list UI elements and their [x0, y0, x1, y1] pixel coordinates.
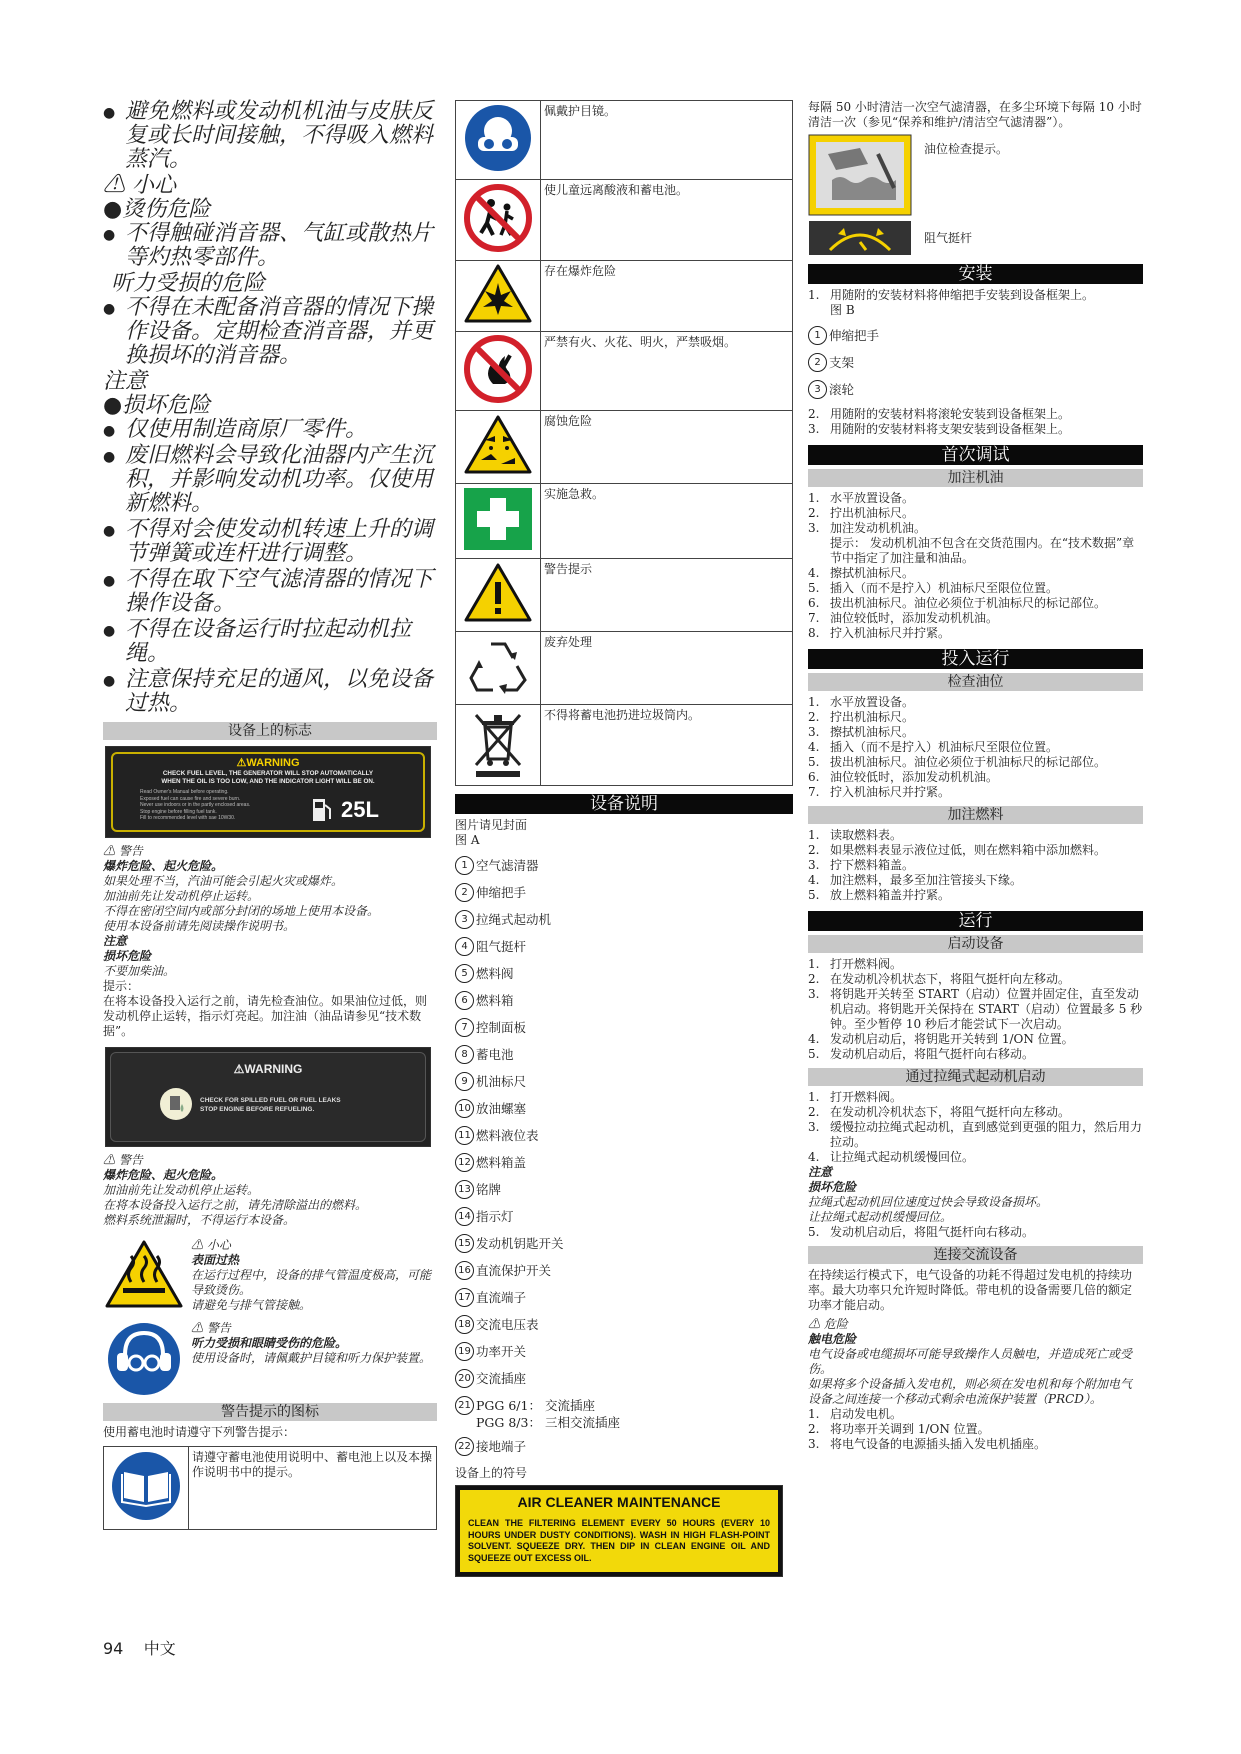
symbol-text: 严禁有火、火花、明火，严禁吸烟。: [541, 332, 793, 411]
table-row: [456, 632, 793, 705]
battery-symbol-table: [455, 100, 793, 786]
decal-line-1: CHECK FUEL LEVEL, THE GENERATOR WILL STOP AUTOMATICALLY: [162, 770, 374, 777]
list-item: 2 支架: [808, 353, 1143, 372]
air-cleaner-decal: [455, 1485, 783, 1577]
no-fire-icon: [463, 334, 533, 404]
list-item: 2. 在发动机冷机状态下，将阻气挺杆向左移动。: [808, 972, 1071, 986]
hot-bold: 表面过热: [191, 1253, 240, 1267]
install-steps: [808, 288, 1143, 318]
bullet-fresh-fuel: ● 废旧燃料会导致化油器内产生沉积，并影响发动机功率。仅使用新燃料。: [103, 444, 437, 516]
left-column: [103, 100, 437, 1530]
section-bar-device-signs: 设备上的标志: [103, 722, 437, 740]
decal-small-4: Stop engine before filling fuel tank.: [140, 808, 217, 815]
tip-text: 在将本设备投入运行之前，请先检查油位。如果油位过低，则发动机停止运转，指示灯亮起。加注油（油品请参见“技术数据”。: [103, 994, 428, 1038]
ppe-line: 使用设备时，请佩戴护目镜和听力保护装置。: [191, 1351, 432, 1365]
section-bar-warning-icons: 警告提示的图标: [103, 1403, 437, 1421]
list-item: 16 直流保护开关: [455, 1261, 793, 1280]
list-item: 4. 插入（而不是拧入）机油标尺至限位位置。: [808, 740, 1059, 754]
oil-hint-row: [808, 134, 1143, 216]
list-item: 21 PGG 6/1： 交流插座: [455, 1396, 793, 1415]
list-item: 3. 将钥匙开关转至 START（启动）位置并固定住，直至发动机启动。将钥匙开关保持在 START（启动）位置最多 5 秒钟。至少暂停 10 秒后才能尝试下一次启动。: [808, 987, 1143, 1031]
table-row: [456, 261, 793, 332]
parts-list: [455, 856, 793, 1456]
explosion-icon: [463, 263, 533, 325]
subsection-bar-check-oil: 检查油位: [808, 673, 1143, 691]
list-item: 13 铭牌: [455, 1180, 793, 1199]
fuel-pump-icon: [311, 797, 333, 823]
list-item: 1. 水平放置设备。: [808, 695, 915, 709]
list-item: 8. 拧入机油标尺并拧紧。: [808, 626, 951, 640]
table-row: [456, 101, 793, 180]
section-bar-device-description: 设备说明: [455, 794, 793, 814]
bullet-original-parts: ● 仅使用制造商原厂零件。: [103, 418, 437, 442]
symbol-text: 佩戴护目镜。: [541, 101, 793, 180]
list-item: 2. 在发动机冷机状态下，将阻气挺杆向左移动。: [808, 1105, 1071, 1119]
list-item: 3. 缓慢拉动拉绳式起动机，直到感觉到更强的阻力，然后用力拉动。: [808, 1120, 1143, 1149]
section-bar-start-operation: 投入运行: [808, 649, 1143, 669]
list-item: 5 燃料阀: [455, 964, 793, 983]
hot-surface-icon: [103, 1238, 185, 1310]
note1-heading: 注意: [103, 934, 128, 948]
symbol-text: 警告提示: [541, 559, 793, 632]
warning1-line: 不得在密闭空间内或部分封闭的场地上使用本设备。: [103, 904, 380, 918]
fuel-spill-icon: [158, 1086, 194, 1122]
list-item: 1. 打开燃料阀。: [808, 957, 903, 971]
table-row: [104, 1447, 437, 1530]
ac-steps: [808, 1407, 1143, 1452]
bullet-ventilation: ● 注意保持充足的通风，以免设备过热。: [103, 668, 437, 716]
warning2-bold: 爆炸危险、起火危险。: [103, 1168, 224, 1182]
decal-small-5: Fill to recommended level with sae 10W30.: [140, 815, 236, 821]
list-item: 19 功率开关: [455, 1342, 793, 1361]
choke-text: 阻气挺杆: [924, 230, 973, 245]
list-item-extra: PGG 8/3： 三相交流插座: [476, 1415, 620, 1430]
right-column: [808, 100, 1143, 1452]
warning2-line: 燃料系统泄漏时，不得运行本设备。: [103, 1213, 296, 1227]
language-label: 中文: [143, 1639, 176, 1658]
subsection-bar-start-device: 启动设备: [808, 935, 1143, 953]
subsection-bar-ac-devices: 连接交流设备: [808, 1246, 1143, 1264]
list-item: 1. 打开燃料阀。: [808, 1090, 903, 1104]
table-row: [456, 332, 793, 411]
list-item: 10 放油螺塞: [455, 1099, 793, 1118]
list-item: 5. 放上燃料箱盖并拧紧。: [808, 888, 951, 902]
hot-line: 请避免与排气管接触。: [191, 1298, 312, 1312]
section-bar-installation: 安装: [808, 264, 1143, 284]
danger-bold: 触电危险: [808, 1332, 857, 1346]
danger-line: 电气设备或电缆损坏可能导致操作人员触电，并造成死亡或受伤。: [808, 1347, 1133, 1376]
decal2-warning-title: ⚠WARNING: [233, 1062, 303, 1076]
danger-heading: ⚠ 危险: [808, 1317, 848, 1331]
list-item: 4 阻气挺杆: [455, 937, 793, 956]
list-item: 7. 拧入机油标尺并拧紧。: [808, 785, 951, 799]
table-row: [456, 411, 793, 484]
damage-danger-heading: ●损坏危险: [103, 393, 211, 418]
warning2-heading: ⚠ 警告: [103, 1153, 143, 1167]
warning1-heading: ⚠ 警告: [103, 844, 143, 858]
ppe-block: [103, 1321, 437, 1397]
danger-line: 如果将多个设备插入发电机，则必须在发电机和每个附加电气设备之间连接一个移动式剩余电流保护装置（PRCD）。: [808, 1377, 1133, 1406]
list-item-tip: 提示： 发动机机油不包含在交货范围内。在“技术数据”章节中指定了加注量和油品。: [830, 536, 1135, 565]
recycling-icon: [465, 636, 531, 696]
note1-bold: 损坏危险: [103, 949, 152, 963]
decal-small-2: Exposed fuel can cause fire and severe burn.: [140, 795, 241, 802]
list-item: 3. 拧下燃料箱盖。: [808, 858, 915, 872]
list-item: 2. 拧出机油标尺。: [808, 710, 915, 724]
list-item: 18 交流电压表: [455, 1315, 793, 1334]
hot-heading: ⚠ 小心: [191, 1238, 231, 1252]
warning-icon: [463, 562, 533, 624]
section-bar-first-commissioning: 首次调试: [808, 445, 1143, 465]
list-item: 1 伸缩把手: [808, 326, 1143, 345]
decal2-line-1: CHECK FOR SPILLED FUEL OR FUEL LEAKS: [200, 1097, 341, 1104]
keep-children-away-icon: [463, 183, 533, 253]
subsection-bar-oil-fill: 加注机油: [808, 469, 1143, 487]
battery-manual-text: 请遵守蓄电池使用说明中、蓄电池上以及本操作说明书中的提示。: [189, 1447, 437, 1530]
corrosion-icon: [463, 414, 533, 476]
fuel-warning-decal: [105, 746, 431, 838]
list-item: 1. 水平放置设备。: [808, 491, 915, 505]
page-footer: [103, 1636, 176, 1659]
note-heading: 注意: [103, 369, 148, 394]
check-oil-steps: [808, 695, 1143, 800]
table-row: [456, 484, 793, 559]
list-item: 7 控制面板: [455, 1018, 793, 1037]
list-item: 2 伸缩把手: [455, 883, 793, 902]
decal2-line-2: STOP ENGINE BEFORE REFUELING.: [200, 1106, 315, 1113]
list-item: 4. 让拉绳式起动机缓慢回位。: [808, 1150, 975, 1164]
rope-note-heading: 注意: [808, 1165, 833, 1179]
list-item: 2. 将功率开关调到 1/ON 位置。: [808, 1422, 990, 1436]
warning1-line: 如果处理不当，汽油可能会引起火灾或爆炸。: [103, 874, 344, 888]
list-item: 5. 拔出机油标尺。油位必须位于机油标尺的标记部位。: [808, 755, 1107, 769]
hot-surface-block: [103, 1238, 437, 1313]
battery-manual-table: [103, 1446, 437, 1530]
list-item: 3. 加注发动机机油。: [808, 521, 927, 535]
list-item: 7. 油位较低时，添加发动机机油。: [808, 611, 999, 625]
install-steps-2: [808, 407, 1143, 437]
tip-heading: 提示：: [103, 979, 140, 993]
list-item: 9 机油标尺: [455, 1072, 793, 1091]
warning2-line: 加油前先让发动机停止运转。: [103, 1183, 260, 1197]
decal-small-1: Read Owner's Manual before operating.: [140, 789, 229, 795]
symbol-text: 废弃处理: [541, 632, 793, 705]
list-item: 1. 读取燃料表。: [808, 828, 903, 842]
onboard-symbols-heading: 设备上的符号: [455, 1466, 528, 1480]
ppe-heading: ⚠ 警告: [191, 1321, 231, 1335]
list-item: 3. 擦拭机油标尺。: [808, 725, 915, 739]
list-item: 4. 发动机启动后，将钥匙开关转到 1/ON 位置。: [808, 1032, 1074, 1046]
air-cleaner-title: AIR CLEANER MAINTENANCE: [517, 1494, 721, 1510]
list-item: 5. 插入（而不是拧入）机油标尺至限位位置。: [808, 581, 1059, 595]
list-item: 6. 油位较低时，添加发动机机油。: [808, 770, 999, 784]
decal-line-2: WHEN THE OIL IS TOO LOW, AND THE INDICATOR LIGHT WILL BE ON.: [161, 778, 375, 785]
desc-intro-1: 图片请见封面: [455, 818, 528, 832]
table-row: [456, 559, 793, 632]
battery-intro: 使用蓄电池时请遵守下列警告提示：: [103, 1425, 296, 1439]
page-number: 94: [103, 1639, 124, 1658]
goggles-icon: [463, 103, 533, 173]
air-cleaner-text: CLEAN THE FILTERING ELEMENT EVERY 50 HOURS (EVERY 10 HOURS UNDER DUSTY CONDITIONS). WASH IN HIGH FLASH-POINT SOLVENT. SQUEEZE DRY. THEN DIP IN CLEAN ENGINE OIL AND SQUEEZE OUT EXCESS OIL.: [468, 1518, 770, 1563]
bullet-air-filter: ● 不得在取下空气滤清器的情况下操作设备。: [103, 568, 437, 616]
subsection-bar-fuel: 加注燃料: [808, 806, 1143, 824]
warning1-line: 使用本设备前请先阅读操作说明书。: [103, 919, 296, 933]
rope-note-line: 拉绳式起动机回位速度过快会导致设备损坏。: [808, 1195, 1049, 1209]
first-aid-icon: [462, 486, 534, 552]
warning1-bold: 爆炸危险、起火危险。: [103, 859, 224, 873]
rope-note-bold: 损坏危险: [808, 1180, 857, 1194]
rope-note-line: 让拉绳式起动机缓慢回位。: [808, 1210, 953, 1224]
spill-warning-decal: [105, 1047, 431, 1147]
list-item: 1. 用随附的安装材料将伸缩把手安装到设备框架上。: [808, 288, 1095, 302]
warning2-line: 在将本设备投入运行之前，请先清除溢出的燃料。: [103, 1198, 368, 1212]
list-item: 3 滚轮: [808, 380, 1143, 399]
ac-text: 在持续运行模式下，电气设备的功耗不得超过发电机的持续功率。最大功率只允许短时降低。带电机的设备需要几倍的额定功率才能启动。: [808, 1268, 1133, 1312]
oil-hint-text: 油位检查提示。: [924, 142, 1009, 156]
list-item: 2. 用随附的安装材料将滚轮安装到设备框架上。: [808, 407, 1071, 421]
middle-column: [455, 100, 793, 1577]
list-item: 22 接地端子: [455, 1437, 793, 1456]
choke-row: [808, 220, 1143, 256]
table-row: [456, 705, 793, 786]
bullet-hot-parts: ● 不得触碰消音器、气缸或散热片等灼热零部件。: [103, 222, 437, 270]
caution-heading: ⚠ 小心: [103, 173, 176, 198]
choke-lever-icon: [808, 220, 912, 256]
table-row: [456, 180, 793, 261]
list-item: 4. 加注燃料，最多至加注管接头下缘。: [808, 873, 1023, 887]
install-parts: [808, 326, 1143, 399]
bullet-no-spring-adjust: ● 不得对会使发动机转速上升的调节弹簧或连杆进行调整。: [103, 518, 437, 566]
burn-danger-heading: ●烫伤危险: [103, 197, 211, 222]
read-manual-icon: [110, 1450, 182, 1522]
list-item: 1. 启动发电机。: [808, 1407, 903, 1421]
list-item: 8 蓄电池: [455, 1045, 793, 1064]
list-item: 20 交流插座: [455, 1369, 793, 1388]
no-trash-bin-icon: [468, 707, 528, 779]
hot-line: 在运行过程中，设备的排气管温度极高，可能导致烫伤。: [191, 1268, 432, 1297]
bullet-fuel-contact: ● 避免燃料或发动机机油与皮肤反复或长时间接触，不得吸入燃料蒸汽。: [103, 100, 437, 172]
list-item: 5. 发动机启动后，将阻气挺杆向右移动。: [808, 1225, 1035, 1239]
desc-intro-2: 图 A: [455, 833, 480, 847]
air-cleaner-intro: 每隔 50 小时清洁一次空气滤清器，在多尘环境下每隔 10 小时清洁一次（参见“保养和维护/清洁空气滤清器”）。: [808, 100, 1142, 129]
decal-warning-title: ⚠WARNING: [236, 757, 300, 769]
list-item: 6 燃料箱: [455, 991, 793, 1010]
list-item: 3 拉绳式起动机: [455, 910, 793, 929]
oil-level-decal-icon: [808, 134, 912, 216]
symbol-text: 实施急救。: [541, 484, 793, 559]
decal-small-3: Never use indoors or in the partly enclosed areas.: [140, 802, 251, 808]
list-item: 3. 用随附的安装材料将支架安装到设备框架上。: [808, 422, 1071, 436]
list-item: 1 空气滤清器: [455, 856, 793, 875]
decal-capacity: 25L: [341, 797, 379, 822]
note1-line: 不要加柴油。: [103, 964, 176, 978]
list-item: 2. 拧出机油标尺。: [808, 506, 915, 520]
symbol-text: 存在爆炸危险: [541, 261, 793, 332]
rope-step-5: [808, 1225, 1143, 1240]
list-item: 15 发动机钥匙开关: [455, 1234, 793, 1253]
hearing-danger-line: 听力受损的危险: [111, 271, 266, 296]
symbol-text: 腐蚀危险: [541, 411, 793, 484]
oil-fill-steps: [808, 491, 1143, 641]
list-item: 17 直流端子: [455, 1288, 793, 1307]
rope-steps: [808, 1090, 1143, 1165]
symbol-text: 不得将蓄电池扔进垃圾筒内。: [541, 705, 793, 786]
start-steps: [808, 957, 1143, 1062]
bullet-muffler: ● 不得在未配备消音器的情况下操作设备。定期检查消音器，并更换损坏的消音器。: [103, 296, 437, 368]
ppe-bold: 听力受损和眼睛受伤的危险。: [191, 1336, 348, 1350]
list-item: 12 燃料箱盖: [455, 1153, 793, 1172]
warning1-line: 加油前先让发动机停止运转。: [103, 889, 260, 903]
list-item: 6. 拔出机油标尺。油位必须位于机油标尺的标记部位。: [808, 596, 1107, 610]
section-bar-operation: 运行: [808, 911, 1143, 931]
ear-eye-protection-icon: [103, 1321, 185, 1397]
list-item: 4. 擦拭机油标尺。: [808, 566, 915, 580]
list-item: 14 指示灯: [455, 1207, 793, 1226]
list-item: 图 B: [830, 303, 855, 317]
subsection-bar-rope-start: 通过拉绳式起动机启动: [808, 1068, 1143, 1086]
list-item: 2. 如果燃料表显示液位过低，则在燃料箱中添加燃料。: [808, 843, 1107, 857]
symbol-text: 使儿童远离酸液和蓄电池。: [541, 180, 793, 261]
list-item: 3. 将电气设备的电源插头插入发电机插座。: [808, 1437, 1047, 1451]
fuel-steps: [808, 828, 1143, 903]
bullet-rope: ● 不得在设备运行时拉起动机拉绳。: [103, 618, 437, 666]
list-item: 5. 发动机启动后，将阻气挺杆向右移动。: [808, 1047, 1035, 1061]
list-item: 11 燃料液位表: [455, 1126, 793, 1145]
